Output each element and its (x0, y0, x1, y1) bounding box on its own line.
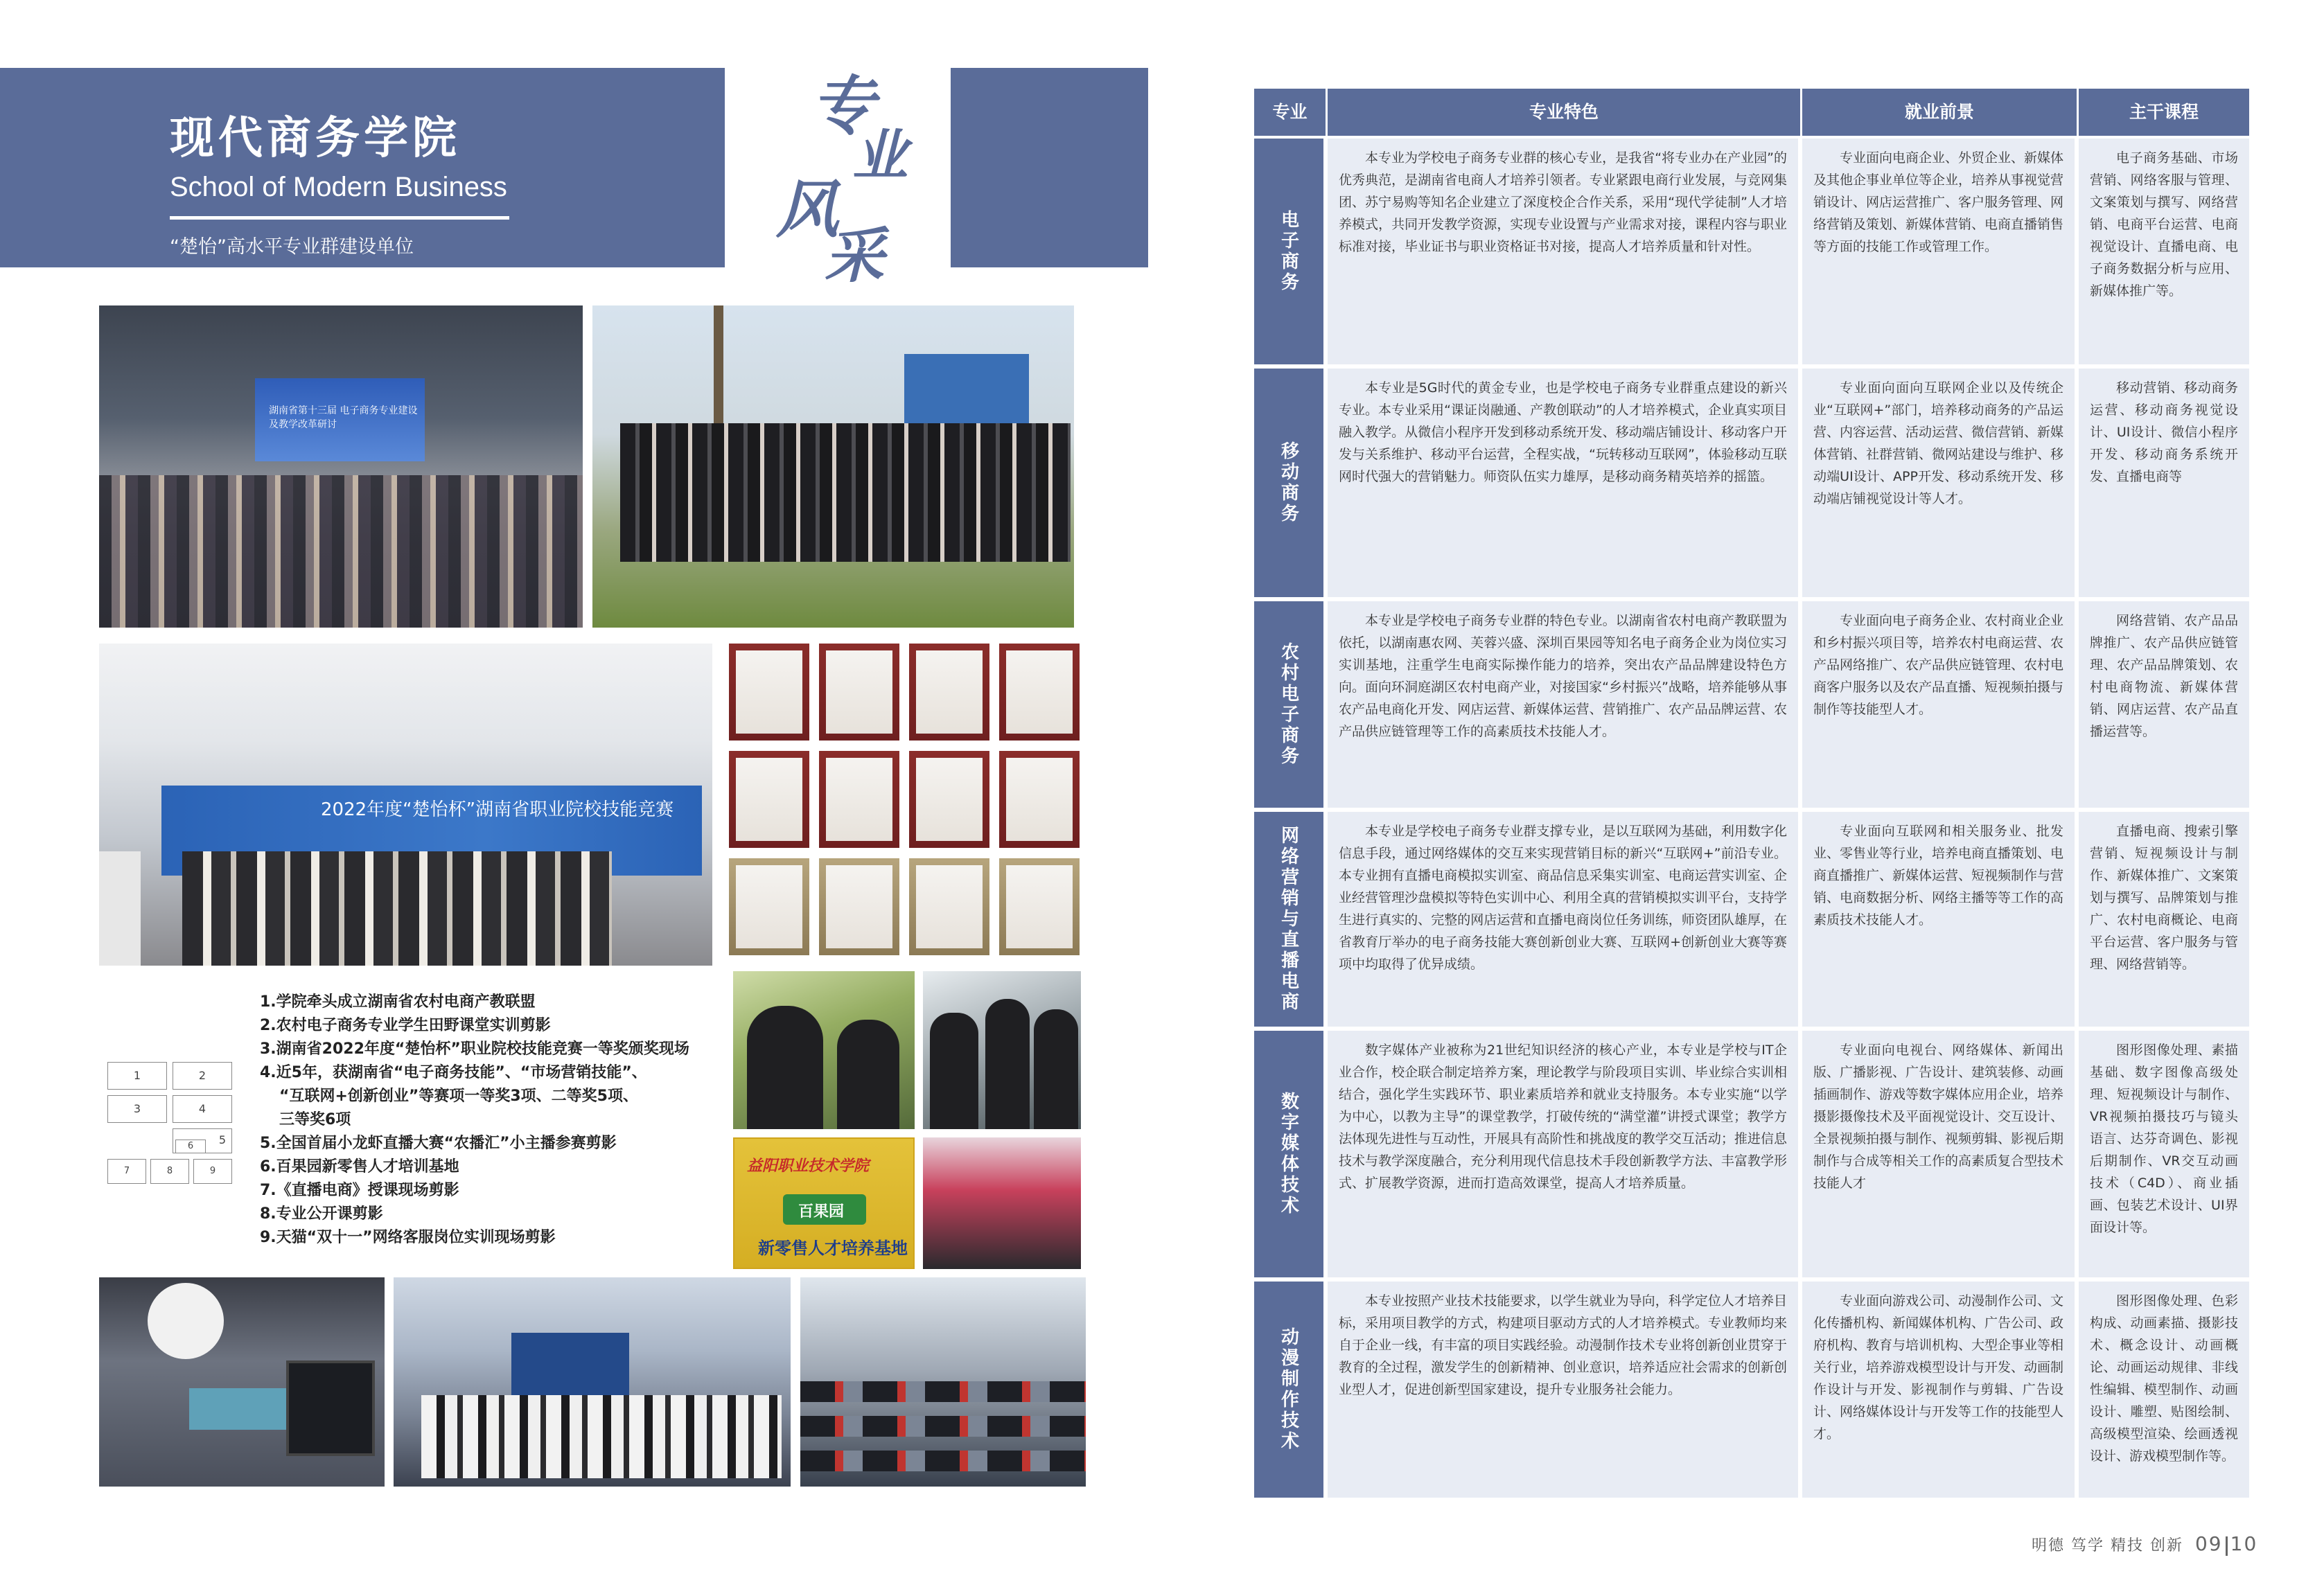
table-row (1254, 1282, 2249, 1498)
photo-5b-person (985, 999, 1030, 1129)
caption-line: 7.《直播电商》授课现场剪影 (260, 1182, 459, 1199)
calligraphy-char-2: 业 (852, 123, 908, 188)
row-courses: 图形图像处理、素描基础、数字图像高级处理、短视频设计与制作、VR视频拍摄技巧与镜头语言、达芬奇调色、影视后期制作、VR交互动画技术（C4D）、商业插画、包装艺术设计、UI界面设计等。 (2079, 1031, 2249, 1277)
caption-line: 3.湖南省2022年度“楚怡杯”职业院校技能竞赛一等奖颁奖现场 (260, 1040, 689, 1058)
caption-line: 6.百果园新零售人才培训基地 (260, 1158, 459, 1176)
footer-motto: 明德 笃学 精技 创新 (2032, 1537, 2183, 1554)
row-major-name: 动漫制作技术 (1254, 1282, 1323, 1498)
page-divider (2226, 1536, 2228, 1556)
row-feature: 本专业是学校电子商务专业群的特色专业。以湖南省农村电商产教联盟为依托，以湖南惠农网、芙蓉兴盛、深圳百果园等知名电子商务企业为岗位实习实训基地，注重学生电商实际操作能力的培养，突出农产品品牌建设特色方向。面向环洞庭湖区农村电商产业，对接国家“乡村振兴”战略，培养能够从事农产品电商化开发、网店运营、新媒体运营、营销推广、农产品品牌运营、农产品供应链管理等工作的高素质技术技能人才。 (1328, 601, 1798, 808)
photo-9-workstations (800, 1381, 1086, 1402)
photo-5-person (747, 1006, 823, 1129)
photo-8-students (421, 1395, 782, 1478)
header-band-right (951, 68, 1148, 267)
photo-5-livestream-contest (733, 971, 915, 1129)
award-certificate (819, 858, 899, 955)
caption-line: 三等奖6项 (279, 1111, 351, 1128)
layout-box-5: 5 (173, 1128, 232, 1153)
plaque-subtitle: 新零售人才培养基地 (758, 1239, 908, 1258)
row-prospect: 专业面向电商企业、外贸企业、新媒体及其他企事业单位等企业，培养从事视觉营销设计、网店运营推广、客户服务管理、网络营销及策划、新媒体营销、电商直播销售等方面的技能工作或管理工作。 (1802, 139, 2075, 364)
photo-1-crowd (99, 475, 583, 628)
layout-box-6: 6 (175, 1140, 206, 1153)
calligraphy-char-3: 风 (776, 173, 838, 247)
award-certificate (729, 644, 809, 741)
row-major-name: 移动商务 (1254, 369, 1323, 597)
row-major-name: 农村电子商务 (1254, 601, 1323, 808)
row-major-name: 电子商务 (1254, 139, 1323, 364)
award-certificate (819, 644, 899, 741)
table-row (1254, 812, 2249, 1027)
award-certificate (909, 751, 989, 848)
table-row (1254, 1031, 2249, 1277)
calligraphy-char-1: 专 (811, 69, 875, 143)
col-header-major: 专业 (1254, 89, 1328, 136)
col-header-courses: 主干课程 (2129, 102, 2199, 122)
row-prospect: 专业面向电子商务企业、农村商业企业和乡村振兴项目等，培养农村电商运营、农产品网络推广、农产品供应链管理、农村电商客户服务以及农产品直播、短视频拍摄与制作等技能型人才。 (1802, 601, 2075, 808)
table-row (1254, 139, 2249, 364)
award-certificate (999, 751, 1080, 848)
award-certificate (999, 858, 1080, 955)
row-feature: 本专业是学校电子商务专业群支撑专业，是以互联网为基础，利用数字化信息手段，通过网络媒体的交互来实现营销目标的新兴“互联网+”前沿专业。本专业拥有直播电商模拟实训室、商品信息采集实训室、电商运营实训室、企业经营管理沙盘模拟等特色实训中心、利用全真的营销模拟实训平台，支持学生进行真实的、完整的网店运营和直播电商岗位任务训练，师资团队雄厚，在省教育厅举办的电子商务技能大赛创新创业大赛、互联网+创新创业大赛等赛项中均取得了优异成绩。 (1328, 812, 1798, 1027)
col-header-prospect: 就业前景 (1802, 89, 2079, 136)
row-major-name: 网络营销与直播电商 (1254, 812, 1323, 1027)
photo-8-screen (511, 1333, 629, 1395)
page-number-left: 09 (2194, 1532, 2223, 1555)
caption-line: 5.全国首届小龙虾直播大赛“农播汇”小主播参赛剪影 (260, 1135, 617, 1152)
photo-5b-person (1034, 1009, 1078, 1129)
award-certificate (729, 858, 809, 955)
photo-5b-person (930, 1013, 978, 1129)
layout-box-7: 7 (107, 1159, 146, 1184)
row-feature: 本专业按照产业技术技能要求，以学生就业为导向，科学定位人才培养目标，采用项目教学的方式，构建项目驱动方式的人才培养模式。专业教师均来自于企业一线，有丰富的项目实践经验。动漫制作技术专业将创新创业贯穿于教育的全过程，激发学生的创新精神、创业意识，培养适应社会需求的创新创业型人才，促进创新型国家建设，提升专业服务社会能力。 (1328, 1282, 1798, 1498)
photo-3-award-ceremony (99, 644, 712, 966)
row-courses: 电子商务基础、市场营销、网络客服与管理、文案策划与撰写、网络营销、电商平台运营、电商视觉设计、直播电商、电子商务数据分析与应用、新媒体推广等。 (2079, 139, 2249, 364)
row-major-name: 数字媒体技术 (1254, 1031, 1323, 1277)
photo-3-banner-text: 2022年度“楚怡杯”湖南省职业院校技能竞赛 (321, 799, 674, 820)
row-prospect: 专业面向互联网和相关服务业、批发业、零售业等行业，培养电商直播策划、电商直播推广、新媒体运营、短视频制作与营销、电商数据分析、网络主播等等工作的高素质技术技能人才。 (1802, 812, 2075, 1027)
photo-studio-monitor (286, 1360, 375, 1456)
photo-captions (260, 991, 689, 1250)
caption-line: 2.农村电子商务专业学生田野课堂实训剪影 (260, 1017, 551, 1034)
layout-box-9: 9 (193, 1159, 232, 1184)
row-courses: 直播电商、搜索引擎营销、短视频设计与制作、新媒体推广、文案策划与撰写、品牌策划与推广、农村电商概论、电商平台运营、客户服务与管理、网络营销等。 (2079, 812, 2249, 1027)
row-courses: 网络营销、农产品品牌推广、农产品供应链管理、农产品品牌策划、农村电商物流、新媒体营销、网店运营、农产品直播运营等。 (2079, 601, 2249, 808)
photo-7-live-commerce-class (923, 1137, 1081, 1269)
photo-5b-students (923, 971, 1081, 1129)
award-certificate (999, 644, 1080, 741)
row-feature: 本专业为学校电子商务专业群的核心专业，是我省“将专业办在产业园”的优秀典范，是湖南省电商人才培养引领者。专业紧跟电商行业发展，与竞网集团、苏宁易购等知名企业建立了深度校企合作关系，采用“现代学徒制”人才培养模式，共同开发教学资源，实现专业设置与产业需求对接，课程内容与职业标准对接，毕业证书与职业资格证书对接，提高人才培养质量和针对性。 (1328, 139, 1798, 364)
row-prospect: 专业面向面向互联网企业以及传统企业“互联网+”部门，培养移动商务的产品运营、内容运营、活动运营、微信营销、新媒体营销、社群营销、微网站建设与维护、移动端UI设计、APP开发、移动系统开发、移动端店铺视觉设计等人才。 (1802, 369, 2075, 597)
layout-box-8: 8 (150, 1159, 189, 1184)
calligraphy-char-4: 采 (825, 221, 884, 291)
row-feature: 本专业是5G时代的黄金专业，也是学校电子商务专业群重点建设的新兴专业。本专业采用“课证岗融通、产教创联动”的人才培养模式，企业真实项目融入教学。从微信小程序开发到移动系统开发、移动端店铺设计、移动客户开发与关系维护、移动平台运营，全程实战，“玩转移动互联网”，体验移动互联网时代强大的营销魅力。师资队伍实力雄厚，是移动商务精英培养的摇篮。 (1328, 369, 1798, 597)
layout-box-1: 1 (107, 1062, 167, 1090)
table-row (1254, 369, 2249, 597)
photo-6-training-base-plaque (733, 1137, 915, 1269)
layout-box-4: 4 (173, 1095, 232, 1123)
title-underline (170, 216, 509, 220)
col-header-feature: 专业特色 (1328, 89, 1802, 136)
plaque-school-name: 益阳职业技术学院 (747, 1158, 870, 1175)
plaque-logo-text: 百果园 (798, 1203, 845, 1221)
photo-9-workstations (800, 1451, 1086, 1471)
school-subtitle: “楚怡”高水平专业群建设单位 (170, 236, 414, 258)
photo-8-open-class (394, 1277, 791, 1487)
caption-line: 8.专业公开课剪影 (260, 1205, 383, 1223)
page-number-right: 10 (2230, 1532, 2258, 1555)
layout-box-2: 2 (173, 1062, 232, 1090)
photo-2-field-class (592, 305, 1074, 628)
photo-7b-studio (99, 1277, 385, 1487)
photo-1-alliance-meeting (99, 305, 583, 628)
award-certificate (729, 751, 809, 848)
header-band (0, 68, 725, 267)
photo-2-crowd (620, 423, 1071, 562)
row-courses: 移动营销、移动商务运营、移动商务视觉设计、UI设计、微信小程序开发、移动商务系统开发、直播电商等 (2079, 369, 2249, 597)
row-courses: 图形图像处理、色彩构成、动画素描、摄影技术、概念设计、动画概论、动画运动规律、非线性编辑、模型制作、动画设计、雕塑、贴图绘制、高级模型渲染、绘画透视设计、游戏模型制作等。 (2079, 1282, 2249, 1498)
calligraphy-title (769, 55, 915, 291)
photo-1-screen (255, 378, 425, 461)
photo-3-air-conditioner (99, 851, 141, 966)
school-title-cn: 现代商务学院 (170, 113, 461, 164)
school-title-en: School of Modern Business (170, 172, 507, 202)
photo-5-person (837, 1020, 899, 1129)
award-certificate (909, 858, 989, 955)
photo-3-people (182, 851, 612, 966)
majors-table (1254, 89, 2249, 1498)
plaque-logo (783, 1194, 866, 1225)
photo-9-customer-service-training (800, 1277, 1086, 1487)
photo-1-screen-text: 湖南省第十三届 电子商务专业建设及教学改革研讨 (269, 405, 418, 430)
caption-line: 1.学院牵头成立湖南省农村电商产教联盟 (260, 993, 536, 1011)
caption-line: 4.近5年，获湖南省“电子商务技能”、“市场营销技能”、 (260, 1064, 647, 1081)
layout-box-3: 3 (107, 1095, 167, 1123)
award-certificate (909, 644, 989, 741)
photo-4-award-certificates (729, 644, 1084, 966)
photo-studio-light (148, 1283, 224, 1359)
award-certificate (819, 751, 899, 848)
caption-line: 9.天猫“双十一”网络客服岗位实训现场剪影 (260, 1229, 556, 1246)
row-prospect: 专业面向游戏公司、动漫制作公司、文化传播机构、新闻媒体机构、广告公司、政府机构、教育与培训机构、大型企事业等相关行业，培养游戏模型设计与开发、动画制作设计与开发、影视制作与剪辑、广告设计、网络媒体设计与开发等工作的技能型人才。 (1802, 1282, 2075, 1498)
caption-line: “互联网+创新创业”等赛项一等奖3项、二等奖5项、 (279, 1088, 638, 1105)
row-prospect: 专业面向电视台、网络媒体、新闻出版、广播影视、广告设计、建筑装修、动画插画制作、游戏等数字媒体应用企业，培养摄影摄像技术及平面视觉设计、交互设计、全景视频拍摄与制作、视频剪辑、影视后期制作与合成等相关工作的高素质复合型技术技能人才 (1802, 1031, 2075, 1277)
page-footer (2032, 1532, 2257, 1556)
photo-studio-desk (189, 1388, 293, 1430)
table-row (1254, 601, 2249, 808)
row-feature: 数字媒体产业被称为21世纪知识经济的核心产业，本专业是学校与IT企业合作，校企联合制定培养方案，理论教学与阶段项目实训、毕业综合实训相结合，强化学生实践环节、职业素质培养和就业支持服务。本专业实施“以学为中心，以教为主导”的课堂教学，打破传统的“满堂灌”讲授式课堂；教学方法体现先进性与互动性，开展具有高阶性和挑战度的教学交互活动；推进信息技术与教学深度融合，充分利用现代信息技术手段创新教学方法、丰富教学形式、扩展教学资源，进而打造高效课堂，提高人才培养质量。 (1328, 1031, 1798, 1277)
table-header (1254, 89, 2249, 136)
photo-9-workstations (800, 1416, 1086, 1437)
